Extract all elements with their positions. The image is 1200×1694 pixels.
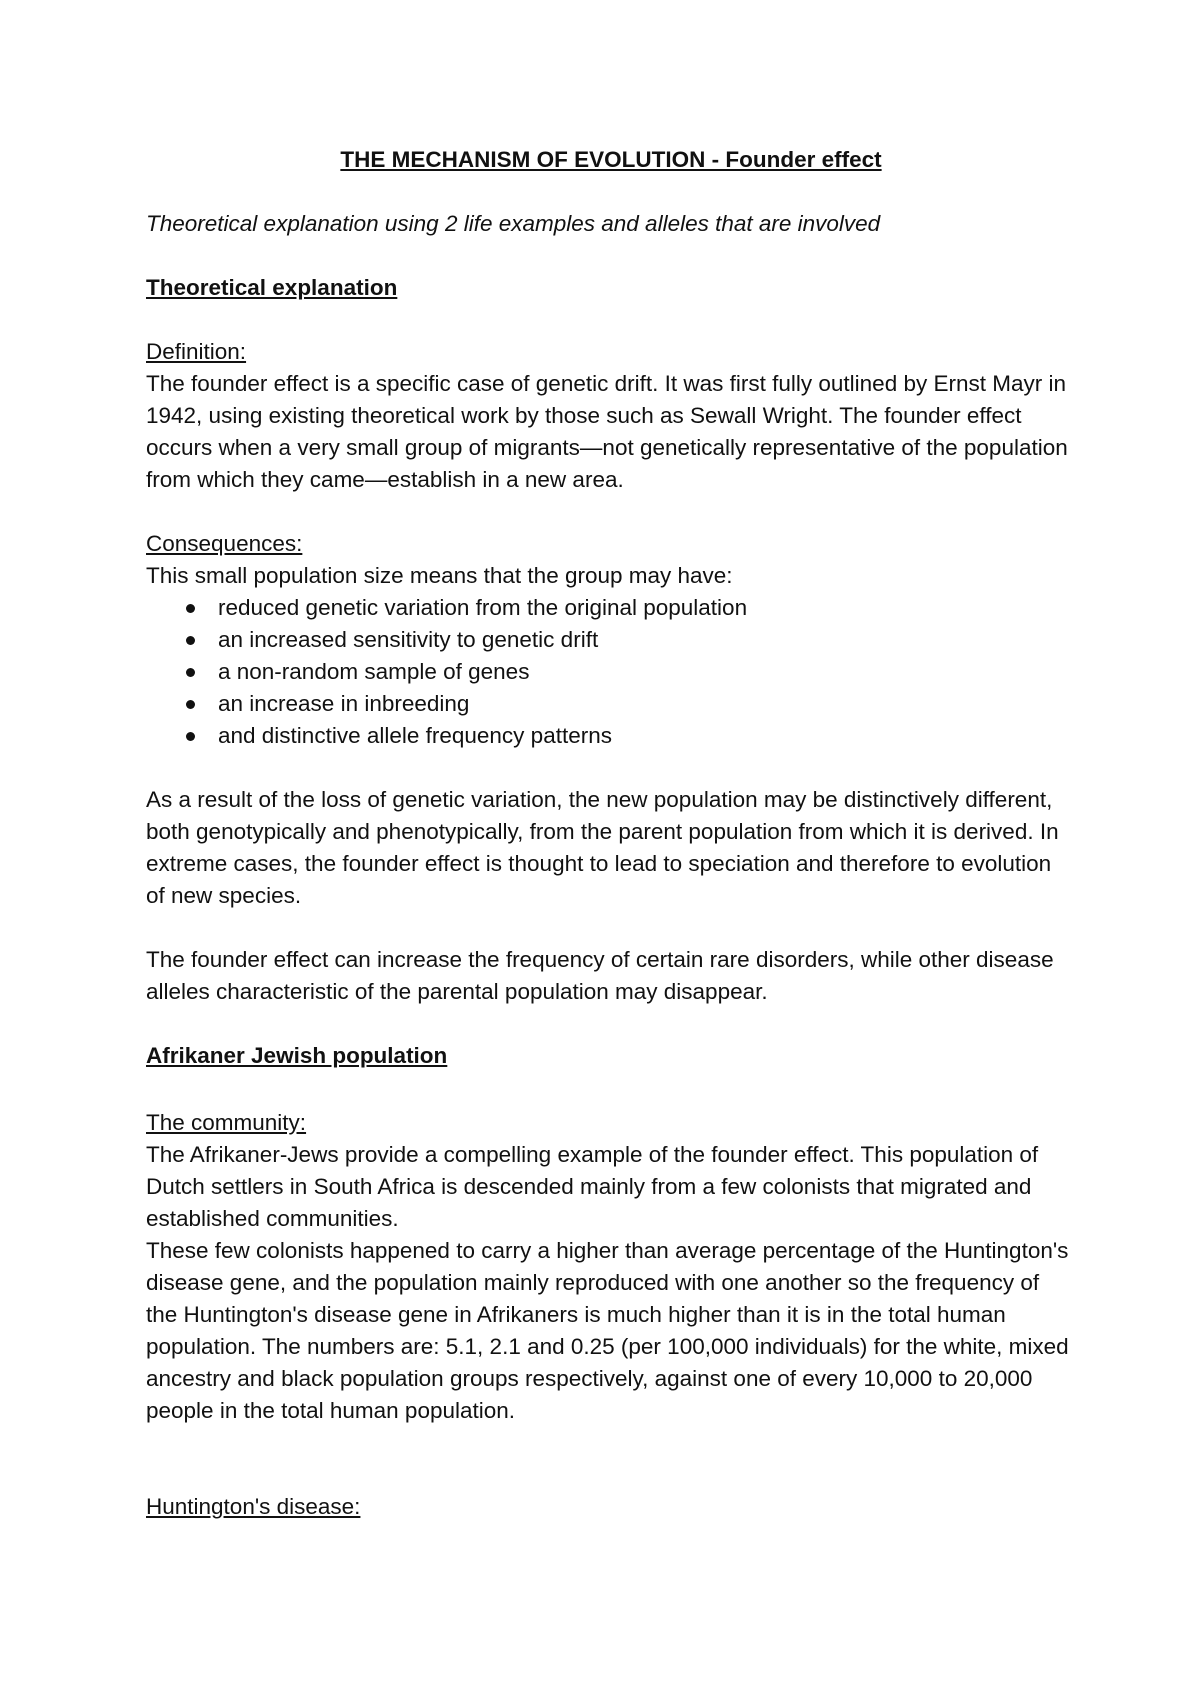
consequences-intro: This small population size means that the group may have:	[146, 563, 733, 588]
list-item	[146, 656, 1076, 688]
document-content	[146, 144, 1076, 1523]
list-item-text: and distinctive allele frequency patterns	[218, 723, 612, 748]
list-item-text: a non-random sample of genes	[218, 659, 530, 684]
huntington-label: Huntington's disease:	[146, 1494, 361, 1519]
bullet-icon	[186, 732, 195, 741]
document-subtitle: Theoretical explanation using 2 life examples and alleles that are involved	[146, 211, 881, 236]
bullet-icon	[186, 668, 195, 677]
result-paragraph: As a result of the loss of genetic variation, the new population may be distinctively different, both genotypically and phenotypically, from the parent population from which it is derived. In extreme cases, the founder effect is thought to lead to speciation and therefore to evolution of new species.	[146, 787, 1059, 908]
list-item	[146, 592, 1076, 624]
definition-label: Definition:	[146, 339, 247, 364]
bullet-icon	[186, 636, 195, 645]
bullet-icon	[186, 700, 195, 709]
community-paragraph-2: These few colonists happened to carry a higher than average percentage of the Huntington's disease gene, and the population mainly reproduced with one another so the frequency of the Huntington's disease gene in Afrikaners is much higher than it is in the total human population. The numbers are: 5.1, 2.1 and 0.25 (per 100,000 individuals) for the white, mixed ancestry and black population groups respectively, against one of every 10,000 to 20,000 people in the total human population.	[146, 1238, 1069, 1423]
list-item-text: an increase in inbreeding	[218, 691, 470, 716]
consequences-label: Consequences:	[146, 531, 303, 556]
section-heading-theoretical-explanation: Theoretical explanation	[146, 275, 398, 300]
bullet-icon	[186, 604, 195, 613]
community-label: The community:	[146, 1110, 307, 1135]
section-heading-afrikaner: Afrikaner Jewish population	[146, 1043, 448, 1068]
disorders-paragraph: The founder effect can increase the frequency of certain rare disorders, while other disease alleles characteristic of the parental population may disappear.	[146, 947, 1054, 1004]
definition-paragraph: The founder effect is a specific case of genetic drift. It was first fully outlined by Ernst Mayr in 1942, using existing theoretical work by those such as Sewall Wright. The founder effect occurs when a very small group of migrants—not genetically representative of the population from which they came—establish in a new area.	[146, 371, 1068, 492]
list-item	[146, 624, 1076, 656]
list-item	[146, 688, 1076, 720]
document-title: THE MECHANISM OF EVOLUTION - Founder effect	[340, 147, 882, 172]
list-item-text: an increased sensitivity to genetic drift	[218, 627, 599, 652]
list-item-text: reduced genetic variation from the original population	[218, 595, 748, 620]
list-item	[146, 720, 1076, 752]
community-paragraph-1: The Afrikaner-Jews provide a compelling example of the founder effect. This population of Dutch settlers in South Africa is descended mainly from a few colonists that migrated and established communities.	[146, 1142, 1039, 1231]
consequences-list	[146, 592, 1076, 752]
